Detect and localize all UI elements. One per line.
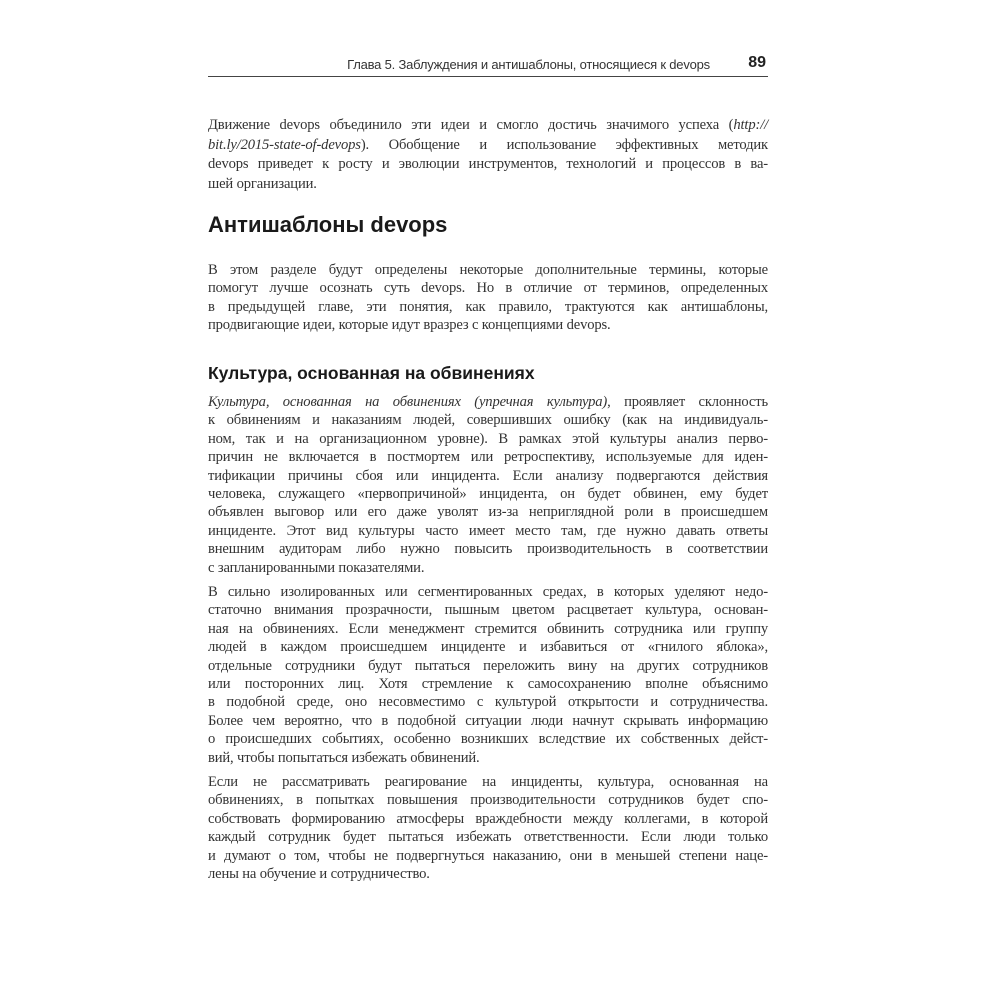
chapter-title: Глава 5. Заблуждения и антишаблоны, относящиеся к devops — [347, 57, 710, 72]
link-url[interactable]: bit.ly/2015-state-of-devops — [208, 136, 361, 153]
term-definition: Культура, основанная на обвинениях (упречная культура) — [208, 394, 608, 410]
subsection-heading: Культура, основанная на обвинениях — [208, 363, 535, 383]
section-intro-paragraph: В этом разделе будут определены некоторые дополнительные термины, которые помогут лучше осознать суть devops. Но в отличие от терминов, определенных в предыдущей главе, эти понятия, как правило, трактуются как антишаблоны, продвигающие идеи, которые идут вразрез с концепциями devops. — [208, 262, 768, 334]
running-header — [208, 54, 768, 77]
link-url[interactable]: http:// — [733, 117, 768, 133]
intro-paragraph: Движение devops объединило эти идеи и смогло достичь значимого успеха (http:// bit.ly/2015-state-of-devops). Обобщение и использование эффективных методик devops приведет к росту и эволюции инструментов, технологий и процессов в ва- шей организации. — [208, 117, 768, 192]
page-number: 89 — [748, 54, 766, 71]
body-paragraph: Если не рассматривать реагирование на инциденты, культура, основанная на обвинениях, в попытках повышения производительности сотрудников будет спо- собствовать формированию атмосферы враждебности между коллегами, в которой каждый сотрудник будет пытаться избежать ответственности. Если люди только и думают о том, чтобы не подвергнуться наказанию, они в меньшей степени наце- лены на обучение и сотрудничество. — [208, 774, 768, 882]
section-heading: Антишаблоны devops — [208, 212, 448, 237]
body-paragraph: Культура, основанная на обвинениях (упречная культура), проявляет склонность к обвинениям и наказаниям людей, совершивших ошибку (как на индивидуаль- ном, так и на организационном уровне). В рамках этой культуры анализ перво- причин не включается в постмортем или ретроспективу, используемые для иден- тификации причины сбоя или инцидента. Если анализу подвергаются действия человека, служащего «первопричиной» инцидента, он будет обвинен, ему будет объявлен выговор или его даже уволят из-за неприглядной роли в происшедшем инциденте. Этот вид культуры часто имеет место там, где нужно давать ответы внешним аудиторам либо нужно повысить производительность в соответствии с запланированными показателями. — [208, 394, 768, 576]
body-paragraph: В сильно изолированных или сегментированных средах, в которых уделяют недо- статочно внимания прозрачности, пышным цветом расцветает культура, основан- ная на обвинениях. Если менеджмент стремится обвинить сотрудника или группу людей в каждом происшедшем инциденте и избавиться от «гнилого яблока», отдельные сотрудники будут пытаться переложить вину на других сотрудников или посторонних лиц. Хотя стремление к самосохранению вполне объяснимо в подобной среде, оно несовместимо с культурой открытости и сотрудничества. Более чем вероятно, что в подобной ситуации люди начнут скрывать информацию о происшедших событиях, особенно возникших вследствие их собственных дейст- вий, чтобы попытаться избежать обвинений. — [208, 584, 768, 766]
